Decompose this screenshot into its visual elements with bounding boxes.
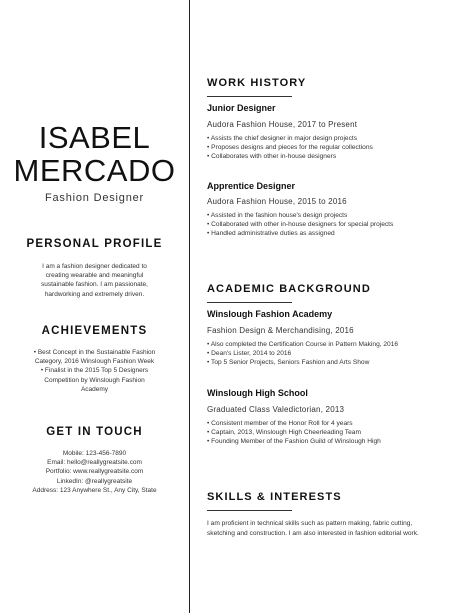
skills-heading: SKILLS & INTERESTS (207, 491, 342, 503)
achievements-heading: ACHIEVEMENTS (41, 325, 148, 337)
bullet-item: • Captain, 2013, Winslough High Cheerleading Team (207, 429, 361, 437)
school-program-2: Graduated Class Valedictorian, 2013 (207, 405, 345, 414)
skills-line: I am proficient in technical skills such as pattern making, fabric cutting, (207, 520, 413, 527)
bullet-item: • Top 5 Senior Projects, Seniors Fashion and Arts Show (207, 359, 370, 367)
profile-heading: PERSONAL PROFILE (26, 238, 163, 250)
bullet-item: • Handled administrative duties as assigned (207, 230, 335, 238)
job-title-2: Apprentice Designer (207, 181, 296, 191)
school-program-1: Fashion Design & Merchandising, 2016 (207, 326, 354, 335)
profile-line: hardworking and extremely driven. (44, 290, 145, 298)
profile-line: creating wearable and meaningful (45, 272, 144, 280)
bullet-item: • Proposes designs and pieces for the regular collections (207, 144, 373, 152)
contact-heading: GET IN TOUCH (46, 426, 143, 438)
skills-text (207, 519, 447, 539)
left-column (0, 0, 189, 613)
column-divider (189, 0, 190, 613)
profile-line: sustainable fashion. I am passionate, (41, 281, 148, 289)
section-rule (207, 302, 292, 303)
school-bullets-2 (207, 419, 381, 447)
school-bullets-1 (207, 340, 398, 368)
job-title-1: Junior Designer (207, 103, 276, 113)
school-title-2: Winslough High School (207, 388, 308, 398)
section-rule (207, 96, 292, 97)
achievements-text (22, 348, 167, 394)
bullet-item: • Also completed the Certification Course in Pattern Making, 2016 (207, 341, 399, 348)
work-history-heading: WORK HISTORY (207, 77, 307, 89)
contact-mobile: Mobile: 123-456-7890 (62, 450, 127, 457)
contact-text (22, 449, 167, 495)
bullet-item: • Founding Member of the Fashion Guild of Winslough High (207, 438, 381, 446)
bullet-item: • Collaborates with other in-house designers (207, 153, 337, 161)
academic-heading: ACADEMIC BACKGROUND (207, 283, 371, 295)
job-bullets-1 (207, 134, 373, 162)
job-bullets-2 (207, 211, 393, 239)
contact-portfolio: Portfolio: www.reallygreatsite.com (45, 468, 144, 476)
job-company-1: Audora Fashion House, 2017 to Present (207, 120, 358, 129)
name-first: ISABEL (38, 120, 151, 155)
achievement-line: Academy (80, 385, 109, 393)
contact-address: Address: 123 Anywhere St., Any City, State (32, 486, 157, 494)
skills-line: sketching and construction. I am also interested in fashion editorial work. (207, 530, 419, 537)
section-rule (207, 510, 292, 511)
bullet-item: • Dean's Lister, 2014 to 2016 (207, 350, 292, 358)
bullet-item: • Consistent member of the Honor Roll for 4 years (207, 420, 353, 427)
achievement-line: • Finalist in the 2015 Top 5 Designers (40, 367, 149, 375)
achievement-line: Competition by Winslough Fashion (44, 376, 145, 384)
bullet-item: • Collaborated with other in-house designers for special projects (207, 221, 394, 229)
name-last: MERCADO (13, 153, 176, 188)
achievement-line: • Best Concept in the Sustainable Fashion (33, 349, 156, 356)
bullet-item: • Assists the chief designer in major design projects (207, 135, 358, 142)
contact-linkedin: LinkedIn: @reallygreatsite (56, 477, 133, 485)
profile-text (22, 262, 167, 299)
achievement-line: Category, 2016 Winslough Fashion Week (34, 358, 155, 366)
job-company-2: Audora Fashion House, 2015 to 2016 (207, 197, 347, 206)
profile-line: I am a fashion designer dedicated to (42, 263, 147, 270)
contact-email: Email: hello@reallygreatsite.com (47, 459, 142, 467)
job-title: Fashion Designer (44, 192, 144, 204)
bullet-item: • Assisted in the fashion house's design projects (207, 212, 348, 219)
school-title-1: Winslough Fashion Academy (207, 309, 333, 319)
